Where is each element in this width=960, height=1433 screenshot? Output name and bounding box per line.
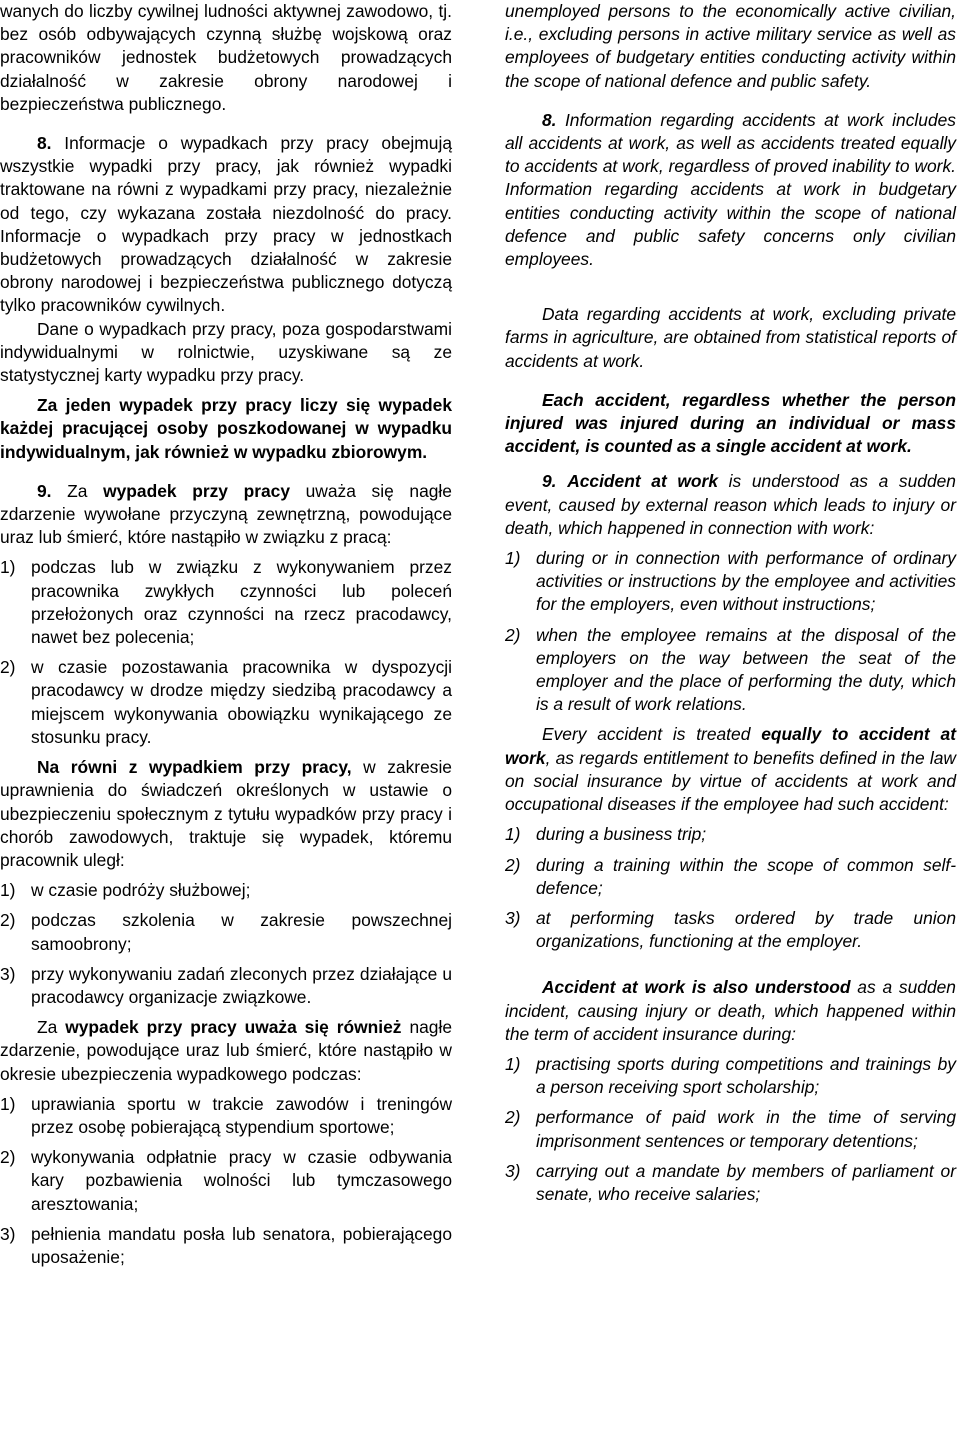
list-item-number: 3) (0, 963, 16, 984)
list-item-number: 1) (0, 880, 16, 901)
pl-point-9 (0, 480, 452, 550)
polish-column (0, 0, 452, 1269)
en-equal-text: , as regards entitlement to benefits defined in the law on social insurance by virtue of accidents at work and occupational diseases if the employee had such accident: (505, 747, 956, 815)
list-item-number: 3) (505, 907, 521, 928)
list-item-number: 1) (0, 557, 16, 578)
pl-point-8 (0, 132, 452, 318)
pl-point-9-text: uważa się nagłe zdarzenie wywołane przyczyną zewnętrzną, powodujące uraz lub śmierć, które nastąpiło w związku z pracą: (0, 480, 452, 548)
list-item (0, 556, 452, 649)
list-item (505, 1160, 956, 1206)
pl-equal-text: w zakresie uprawnienia do świadczeń określonych w ustawie o ubezpieczeniu społecznym z tytułu wypadków przy pracy i chorób zawodowych, traktuje się wypadek, któremu pracownik uległ: (0, 757, 452, 870)
list-item-text: during or in connection with performance of ordinary activities or instructions by the employee and activities for the employers, even without instructions; (536, 548, 956, 615)
en-point-8-text: Information regarding accidents at work includes all accidents at work, as well as accidents treated equally to accidents at work, regardless of proved inability to work. Information regarding accidents at work in budgetary entities conducting activity within the scope of national defence and public safety concerns only civilian employees. (505, 109, 956, 270)
list-item-text: uprawiania sportu w trakcie zawodów i treningów przez osobę pobierającą stypendium sportowe; (31, 1093, 452, 1137)
list-item-number: 3) (505, 1160, 521, 1181)
list-item (505, 854, 956, 900)
en-also-text: as a sudden incident, causing injury or death, which happened within the term of accident insurance during: (505, 977, 956, 1044)
list-item-number: 2) (505, 624, 521, 645)
list-item-text: wykonywania odpłatnie pracy w czasie odbywania kary pozbawienia wolności lub tymczasowego aresztowania; (31, 1147, 452, 1214)
list-item-text: performance of paid work in the time of serving imprisonment sentences or temporary detentions; (536, 1107, 956, 1151)
english-column (505, 0, 956, 1206)
en-point-9-term: Accident at work (567, 471, 718, 492)
pl-also-lead: Za (37, 1017, 58, 1038)
list-item (505, 624, 956, 717)
en-equal-lead: Every accident is treated (542, 724, 751, 745)
list-item-number: 2) (0, 1147, 16, 1168)
list-item-text: when the employee remains at the disposal of the employers on the way between the seat of the employer and the place of performing the duty, which is a result of work relations. (536, 624, 956, 715)
list-item-number: 1) (505, 1053, 521, 1074)
list-item-text: w czasie pozostawania pracownika w dyspozycji pracodawcy w drodze między siedzibą pracodawcy a miejscem wykonywania obowiązku wynikającego ze stosunku pracy. (31, 657, 452, 747)
pl-point-8-number: 8. (37, 133, 52, 154)
list-item (0, 879, 452, 902)
pl-equal-paragraph (0, 756, 452, 872)
list-item (0, 1223, 452, 1269)
list-item-text: practising sports during competitions and trainings by a person receiving sport scholarship; (536, 1053, 956, 1098)
en-also-paragraph (505, 976, 956, 1046)
list-item (0, 1093, 452, 1139)
list-item (0, 909, 452, 955)
list-item-number: 3) (0, 1223, 16, 1244)
pl-also-term: wypadek przy pracy uważa się również (65, 1017, 402, 1038)
list-item (0, 1146, 452, 1216)
en-bold-paragraph (505, 389, 956, 459)
list-item-number: 2) (505, 1107, 521, 1128)
list-item-number: 2) (0, 910, 16, 931)
en-also-term: Accident at work is also understood (542, 977, 851, 998)
list-item-number: 1) (505, 824, 521, 845)
list-item-text: przy wykonywaniu zadań zleconych przez działające u pracodawcy organizacje związkowe. (31, 963, 452, 1007)
list-item (0, 963, 452, 1009)
en-intro-paragraph: unemployed persons to the economically active civilian, i.e., excluding persons in active military service as well as employees of budgetary entities conducting activity within the scope of national defence and public safety. (505, 1, 956, 91)
list-item-text: during a training within the scope of common self-defence; (536, 854, 956, 898)
list-item (0, 656, 452, 749)
pl-point-9-term: wypadek przy pracy (103, 480, 290, 501)
list-item-number: 1) (505, 548, 521, 569)
en-data-paragraph: Data regarding accidents at work, excluding private farms in agriculture, are obtained from statistical reports of accidents at work. (505, 304, 956, 371)
list-item-text: podczas lub w związku z wykonywaniem przez pracownika zwykłych czynności lub poleceń przełożonych oraz czynności na rzecz pracodawcy, nawet bez polecenia; (31, 557, 452, 648)
pl-also-text: nagłe zdarzenie, powodujące uraz lub śmierć, które nastąpiło w okresie ubezpieczenia wypadkowego podczas: (0, 1017, 452, 1084)
pl-also-paragraph (0, 1016, 452, 1086)
list-item (505, 1106, 956, 1152)
list-item (505, 547, 956, 617)
pl-equal-term: Na równi z wypadkiem przy pracy, (37, 757, 352, 778)
pl-point-8-text: Informacje o wypadkach przy pracy obejmują wszystkie wypadki przy pracy, jak również wypadki traktowane na równi z wypadkami przy pracy, niezależnie od tego, czy wykazana została niezdolność do pracy. Informacje o wypadkach przy pracy w jednostkach budżetowych prowadzących działalność w zakresie obrony narodowej i bezpieczeństwa publicznego dotyczą tylko pracowników cywilnych. (0, 133, 452, 316)
list-item-number: 2) (0, 657, 16, 678)
en-equal-paragraph (505, 723, 956, 816)
list-item-text: during a business trip; (536, 824, 707, 845)
en-point-9 (505, 470, 956, 540)
en-equal-term: equally to accident at work (505, 724, 956, 768)
list-item-number: 2) (505, 854, 521, 875)
list-item (505, 823, 956, 846)
list-item-text: pełnienia mandatu posła lub senatora, pobierającego uposażenie; (31, 1223, 452, 1267)
list-item-number: 1) (0, 1093, 16, 1114)
list-item-text: podczas szkolenia w zakresie powszechnej samoobrony; (31, 910, 452, 954)
list-item-text: w czasie podróży służbowej; (31, 880, 251, 901)
pl-bold-paragraph-text: Za jeden wypadek przy pracy liczy się wypadek każdej pracującej osoby poszkodowanej w wypadku indywidualnym, jak również w wypadku zbiorowym. (0, 395, 452, 462)
pl-data-paragraph: Dane o wypadkach przy pracy, poza gospodarstwami indywidualnymi w rolnictwie, uzyskiwane są ze statystycznej karty wypadku przy pracy. (0, 318, 452, 386)
list-item (505, 907, 956, 953)
list-item (505, 1053, 956, 1099)
list-item-text: carrying out a mandate by members of parliament or senate, who receive salaries; (536, 1160, 956, 1204)
list-item-text: at performing tasks ordered by trade union organizations, functioning at the employer. (536, 907, 956, 952)
en-point-8 (505, 109, 956, 271)
pl-intro-paragraph: wanych do liczby cywilnej ludności aktywnej zawodowo, tj. bez osób odbywających czynną służbę wojskową oraz pracowników jednostek budżetowych prowadzących działalność w zakresie obrony narodowej i bezpieczeństwa publicznego. (0, 1, 452, 114)
pl-bold-paragraph (0, 394, 452, 464)
en-point-9-number: 9. (542, 471, 557, 492)
en-point-9-text: is understood as a sudden event, caused by external reason which leads to injury or death, which happened in connection with work: (505, 471, 956, 538)
en-point-8-number: 8. (542, 109, 557, 130)
en-bold-paragraph-text: Each accident, regardless whether the person injured was injured during an individual or mass accident, is counted as a single accident at work. (505, 389, 956, 457)
pl-point-9-number: 9. (37, 480, 52, 501)
pl-point-9-lead: Za (67, 480, 88, 501)
